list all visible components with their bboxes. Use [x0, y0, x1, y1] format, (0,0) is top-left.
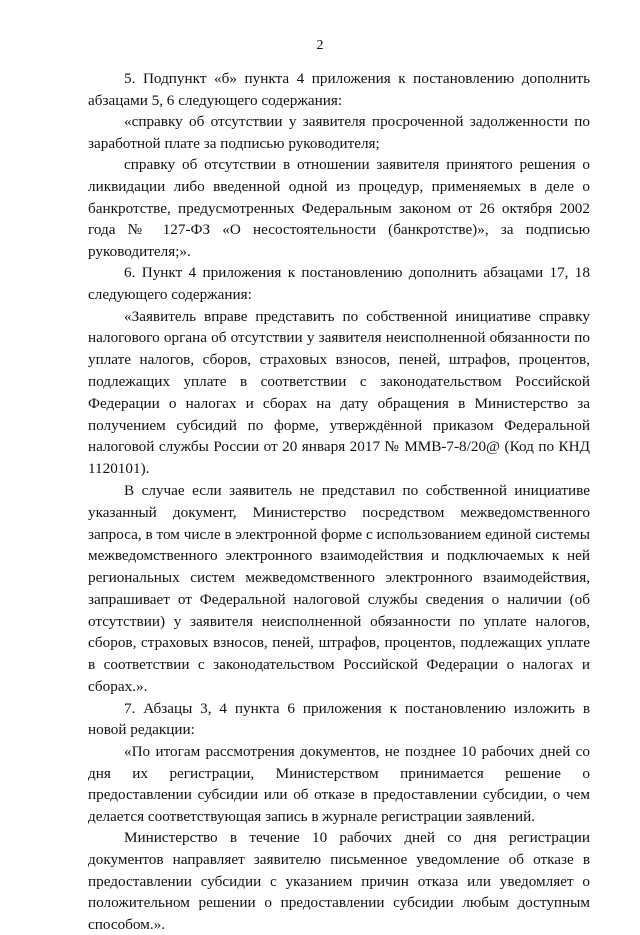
paragraph-tax-certificate: «Заявитель вправе представить по собственной инициативе справку налогового органа об отсутствии у заявителя неисполненной обязанности по уплате налогов, сборов, страховых взносов, пеней, штрафов, процентов, подлежащих уплате в соответствии с законодательством Российской Федерации о налогах и сборах на дату обращения в Министерство за получением субсидий по форме, утверждённой приказом Федеральной налоговой службы России от 20 января 2017 № ММВ-7-8/20@ (Код по КНД 1120101). [88, 307, 590, 478]
paragraph-interagency-request: В случае если заявитель не представил по собственной инициативе указанный документ, Министерство посредством межведомственного запроса, в том числе в электронной форме с использованием единой системы межведомственного электронного взаимодействия и подключаемых к ней региональных систем межведомственного электронного взаимодействия, запрашивает от Федеральной налоговой службы сведения о наличии (об отсутствии) у заявителя неисполненной обязанности по уплате налогов, сборов, страховых взносов, пеней, штрафов, процентов, подлежащих уплате в соответствии с законодательством Российской Федерации о налогах и сборах.». [88, 481, 590, 696]
paragraph-item-6: 6. Пункт 4 приложения к постановлению дополнить абзацами 17, 18 следующего содержания: [88, 264, 590, 303]
paragraph-notification: Министерство в течение 10 рабочих дней со дня регистрации документов направляет заявителю письменное уведомление об отказе в предоставлении субсидии с указанием причин отказа или уведомляет о положительном решении о предоставлении субсидии любым доступным способом.». [88, 829, 590, 933]
paragraph-item-7: 7. Абзацы 3, 4 пункта 6 приложения к постановлению изложить в новой редакции: [88, 699, 590, 739]
paragraph-quote-certificate-wages: «справку об отсутствии у заявителя просроченной задолженности по заработной плате за подписью руководителя; [88, 113, 590, 152]
paragraph-certificate-liquidation: справку об отсутствии в отношении заявителя принятого решения о ликвидации либо введенной одной из процедур, применяемых в деле о банкротстве, предусмотренных Федеральным законом от 26 октября 2002 года № 127-ФЗ «О несостоятельности (банкротстве)», за подписью руководителя;». [88, 156, 590, 260]
document-body [88, 68, 590, 935]
page-number: 2 [316, 38, 324, 53]
paragraph-item-5: 5. Подпункт «б» пункта 4 приложения к постановлению дополнить абзацами 5, 6 следующего содержания: [88, 70, 590, 109]
paragraph-decision-timing: «По итогам рассмотрения документов, не позднее 10 рабочих дней со дня их регистрации, Министерством принимается решение о предоставлении субсидии или об отказе в предоставлении субсидии, о чем делается соответствующая запись в журнале регистрации заявлений. [88, 743, 590, 825]
